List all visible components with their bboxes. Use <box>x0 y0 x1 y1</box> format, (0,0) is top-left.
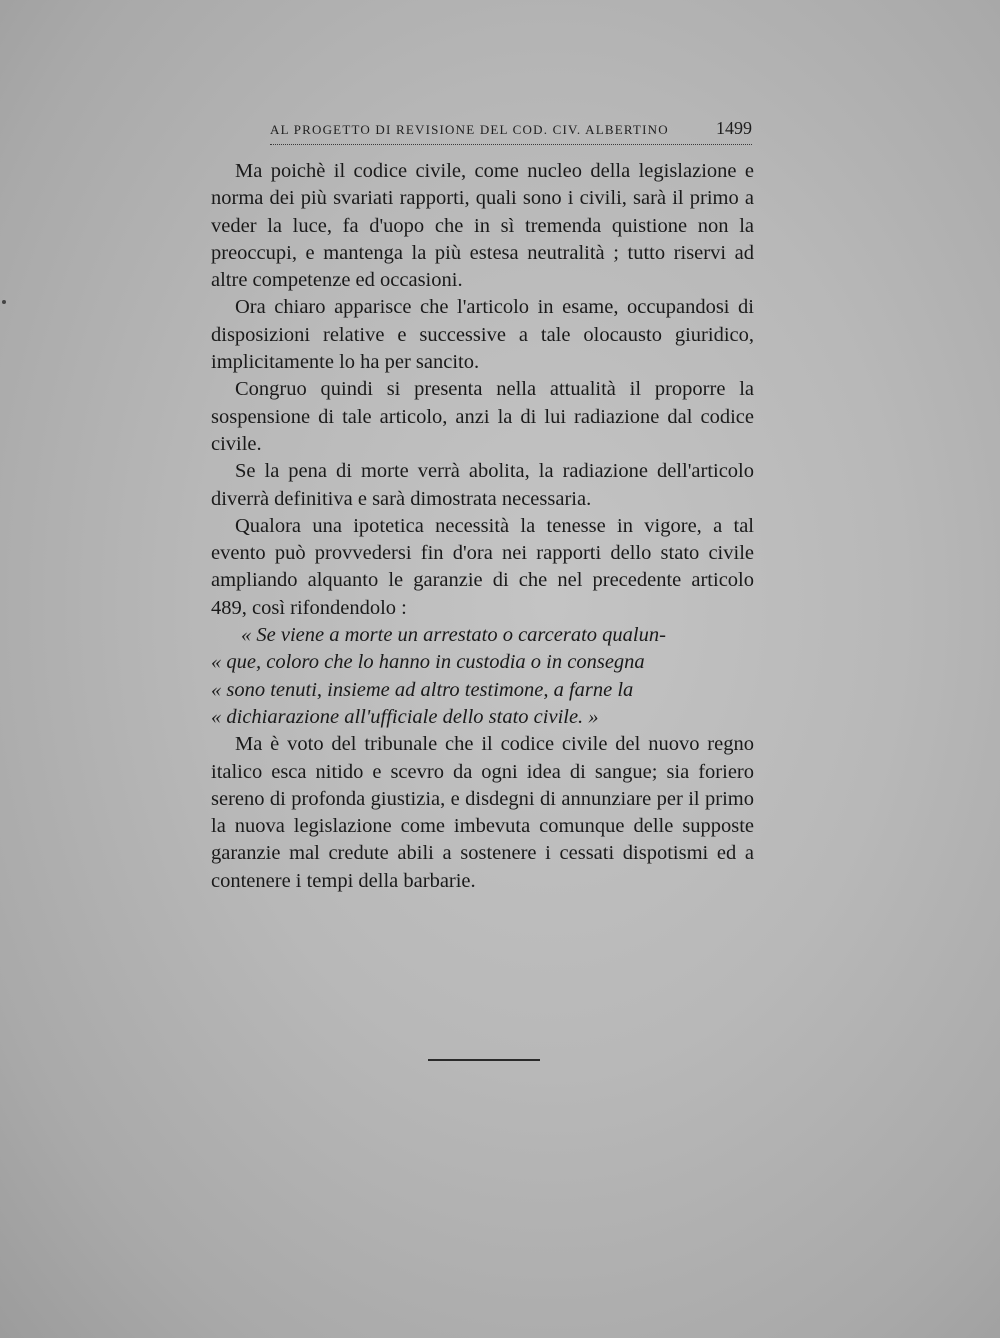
paragraph: Ma poichè il codice civile, come nucleo della legislazione e norma dei più svariati rapporti, quali sono i civili, sarà il primo a veder la luce, fa d'uopo che in sì tremenda quistione non la preoccupi, e mantenga la più estesa neutralità ; tutto riservi ad altre competenze ed occasioni. <box>211 160 754 292</box>
paragraph: Ora chiaro apparisce che l'articolo in esame, occupandosi di disposizioni relative e successive a tale olocausto giuridico, implicitamente lo ha per sancito. <box>211 296 754 374</box>
closing-paragraph: Ma è voto del tribunale che il codice civile del nuovo regno italico esca nitido e scevro da ogni idea di sangue; sia foriero sereno di profonda giustizia, e disdegni di annunziare per il primo la nuova legislazione come imbevuta comunque delle supposte garanzie mal credute abili a sostenere i cessati dispotismi ed a contenere i tempi della barbarie. <box>211 733 754 892</box>
page-header <box>270 118 752 145</box>
quote-line: « sono tenuti, insieme ad altro testimone, a farne la <box>211 678 634 701</box>
running-title: AL PROGETTO DI REVISIONE DEL COD. CIV. ALBERTINO <box>270 122 669 137</box>
quote-line: « Se viene a morte un arrestato o carcerato qualun- <box>241 624 666 647</box>
page-number: 1499 <box>716 118 752 138</box>
paragraph: Congruo quindi si presenta nella attualità il proporre la sospensione di tale articolo, anzi la di lui radiazione dal codice civile. <box>211 378 754 455</box>
paragraph: Se la pena di morte verrà abolita, la radiazione dell'articolo diverrà definitiva e sarà dimostrata necessaria. <box>211 460 754 510</box>
paragraph: Qualora una ipotetica necessità la tenesse in vigore, a tal evento può provvedersi fin d'ora nei rapporti dello stato civile ampliando alquanto le garanzie di che nel precedente articolo 489, così rifondendolo : <box>211 514 754 619</box>
quoted-article <box>211 622 754 731</box>
section-divider <box>428 1059 540 1061</box>
ink-speck <box>2 300 6 304</box>
body-text <box>211 158 754 895</box>
quote-line: « dichiarazione all'ufficiale dello stato civile. » <box>211 705 599 728</box>
quote-line: « que, coloro che lo hanno in custodia o in consegna <box>211 651 645 674</box>
